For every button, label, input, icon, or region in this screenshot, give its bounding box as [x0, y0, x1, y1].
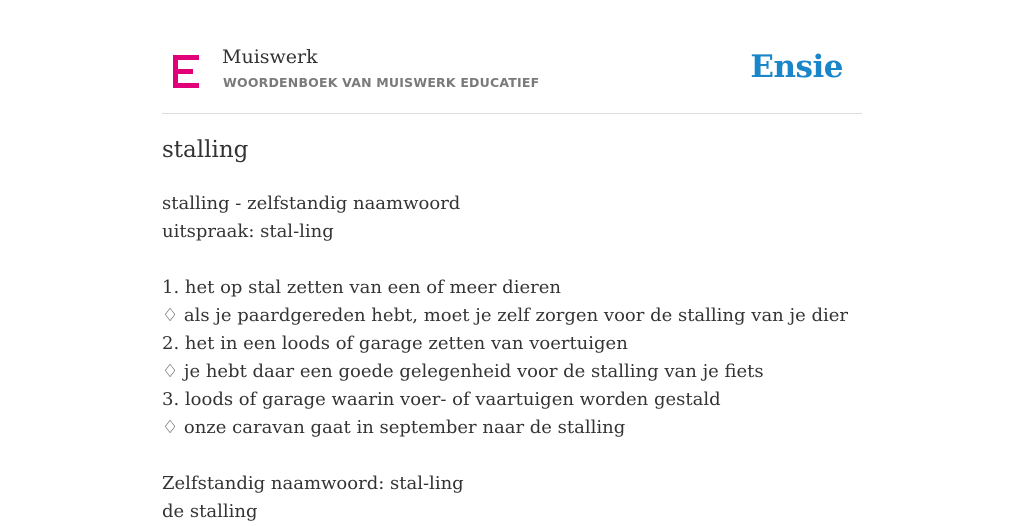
spacer: [162, 246, 862, 274]
example-line: ♢ je hebt daar een goede gelegenheid voor de stalling van je fiets: [162, 361, 764, 382]
entry-content: [162, 190, 862, 526]
muiswerk-logo-icon[interactable]: [173, 55, 199, 88]
page-container: [162, 0, 862, 522]
site-header: [162, 0, 862, 114]
brand-subtitle: WOORDENBOEK VAN MUISWERK EDUCATIEF: [223, 75, 540, 90]
example-line: ♢ als je paardgereden hebt, moet je zelf zorgen voor de stalling van je dier: [162, 305, 848, 326]
spacer: [162, 442, 862, 470]
grammar-line: Zelfstandig naamwoord: stal-ling: [162, 473, 464, 494]
example-line: ♢ onze caravan gaat in september naar de stalling: [162, 417, 626, 438]
entry-title: stalling: [162, 137, 249, 163]
brand-name[interactable]: Muiswerk: [222, 46, 318, 68]
ensie-logo[interactable]: Ensie: [750, 49, 843, 85]
definition-line: 2. het in een loods of garage zetten van voertuigen: [162, 333, 628, 354]
article-form-line: de stalling: [162, 501, 258, 522]
pronunciation-line: uitspraak: stal-ling: [162, 221, 334, 242]
part-of-speech-line: stalling - zelfstandig naamwoord: [162, 193, 461, 214]
definition-line: 1. het op stal zetten van een of meer dieren: [162, 277, 561, 298]
definition-line: 3. loods of garage waarin voer- of vaartuigen worden gestald: [162, 389, 721, 410]
